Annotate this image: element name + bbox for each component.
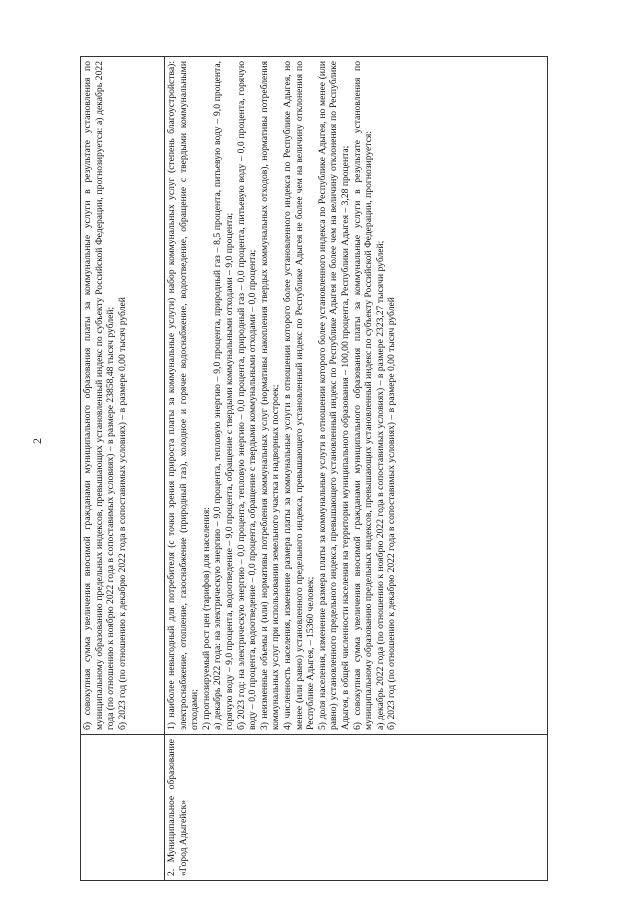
paragraph: 4) численность населения, изменение размера платы за коммунальные услуги в отношении которого более установленного индекса по Республике Адыгея, но менее (или равно) установленного предельного индекса, превышающего установленный индекс по Республике Адыгея не более чем на величину отклонения по Республике Адыгея, – 15360 человек;	[281, 61, 317, 730]
description-cell	[81, 57, 165, 735]
rotated-document	[80, 56, 548, 881]
paragraph: 1) наиболее невыгодный для потребителя (с точки зрения прироста платы за коммунальные услуги) набор коммунальных услуг (степень благоустройства): электроснабжение, отопление, газоснабжение (природный газ), холодное и горячее водоснабжение, водоотведение, обращение с твердыми коммунальными отходами;	[166, 61, 201, 730]
municipality-cell: 2. Муниципальное образование «Город Адыгейск»	[165, 735, 548, 881]
paragraph: б) 2023 год (по отношению к декабрю 2022 года в сопоставимых условиях) – в размере 0,00 тысяч рублей	[386, 297, 398, 730]
table-row	[81, 57, 165, 881]
paragraph: а) декабрь 2022 года: на электрическую энергию – 9,0 процента, тепловую энергию – 9,0 процента, природный газ – 8,5 процента, питьевую воду – 9,0 процента, горячую воду – 9,0 процента, водоотведение – 9,0 процента, обращение с твердыми коммунальными отходами – 9,0 процента;	[212, 61, 235, 730]
paragraph: б) 2023 год (по отношению к декабрю 2022 года в сопоставимых условиях) – в размере 0,00 тысяч рублей	[116, 297, 128, 730]
paragraph: б) совокупная сумма увеличения вносимой гражданами муниципального образования платы за коммунальные услуги в результате установления по муниципальному образованию предельных индексов, превышающих установленный индекс по субъекту Российской Федерации, прогнозируется: а) декабрь 2022 года (по отношению к ноябрю 2022 года в сопоставимых условиях) – в размере 23858,48 тысяч рублей;	[82, 61, 117, 730]
page-number: 2	[30, 438, 44, 444]
paragraph: а) декабрь 2022 года (по отношению к ноябрю 2022 года в сопоставимых условиях) – в размере 2323,27 тысячи рублей;	[374, 240, 386, 730]
description-cell	[165, 57, 548, 735]
paragraph: 3) неизменные объемы и (или) нормативы потребления коммунальных услуг (нормативы накопления твердых коммунальных отходов), нормативы потребления коммунальных услуг при использовании земельного участка и надворных построек;	[258, 61, 282, 730]
table-row	[165, 57, 548, 881]
paragraph: 5) доля населения, изменение размера платы за коммунальные услуги в отношении которого более установленного индекса по Республике Адыгея, но менее (или равно) установленного предельного индекса, превышающего установленный индекс по Республике Адыгея не более чем на величину отклонения по Республике Адыгея, в общей численности населения на территории муниципального образования – 100,00 процента, Республики Адыгея – 3,28 процента;	[316, 61, 351, 730]
paragraph: 6) совокупная сумма увеличения вносимой гражданами муниципального образования платы за коммунальные услуги в результате установления по муниципальному образованию предельных индексов, превышающих установленный индекс по субъекту Российской Федерации, прогнозируется:	[351, 61, 375, 730]
municipality-cell	[81, 735, 165, 881]
paragraph: б) 2023 год: на электрическую энергию – 0,0 процента, тепловую энергию – 0,0 процента, природный газ – 0,0 процента, питьевую воду – 0,0 процента, горячую воду – 0,0 процента, водоотведение – 0,0 процента, обращение с твердыми коммунальными отходами – 0,0 процента;	[235, 61, 259, 730]
paragraph: 2) прогнозируемый рост цен (тарифов) для населения:	[200, 507, 212, 730]
data-table	[80, 56, 548, 881]
